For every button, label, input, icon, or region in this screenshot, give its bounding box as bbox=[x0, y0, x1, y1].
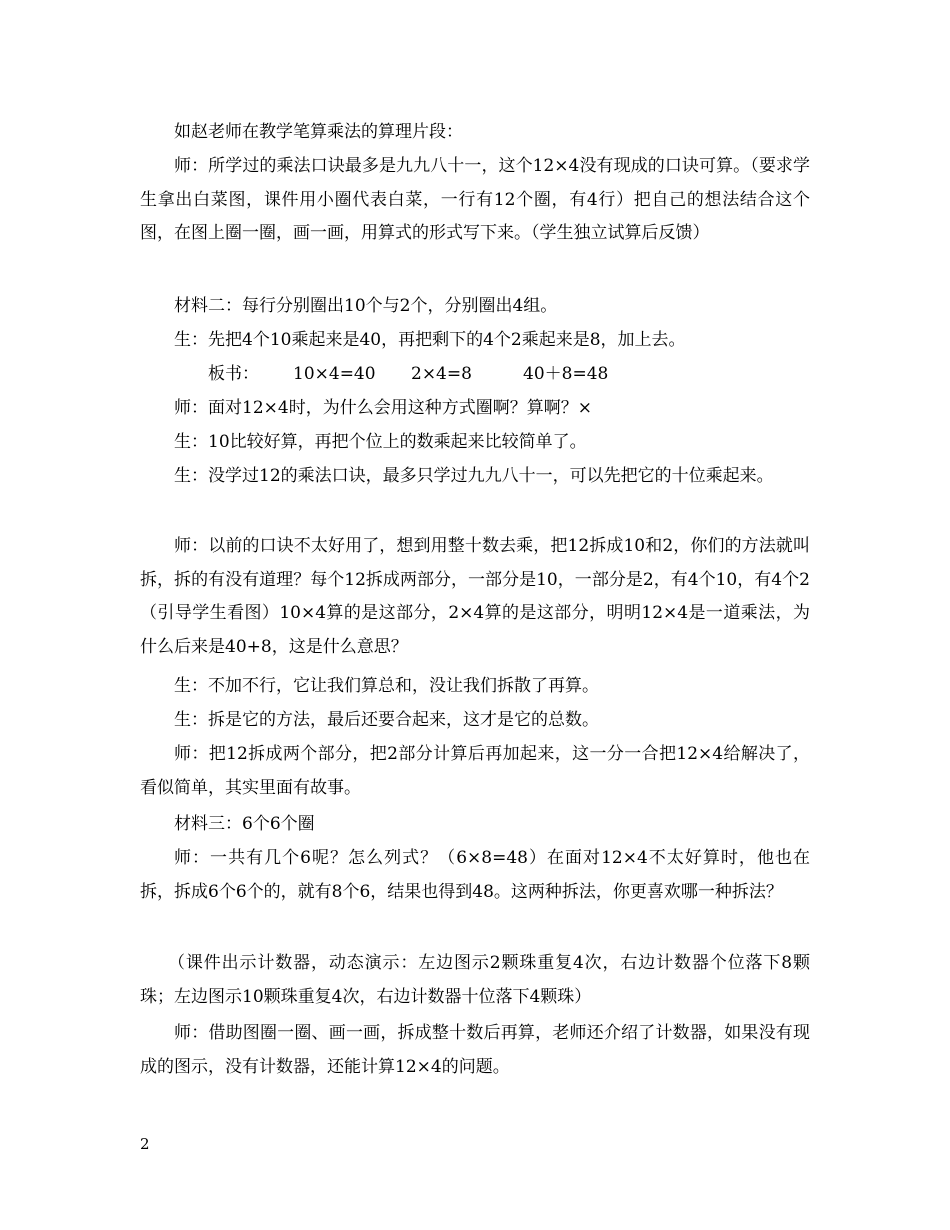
paragraph-material-2: 材料二：每行分别圈出10个与2个，分别圈出4组。 bbox=[174, 296, 558, 316]
board-label: 板书： bbox=[208, 364, 259, 384]
paragraph-material-3: 材料三：6个6个圈 bbox=[174, 814, 315, 834]
paragraph-teacher-1: 师：所学过的乘法口诀最多是九九八十一，这个12×4没有现成的口诀可算。（要求学生拿出白菜图，课件用小圈代表白菜，一行有12个圈，有4行）把自己的想法结合这个图，在图上圈一圈，画一画，用算式的形式写下来。（学生独立试算后反馈） bbox=[140, 156, 810, 243]
paragraph-courseware-note: （课件出示计数器，动态演示：左边图示2颗珠重复4次，右边计数器个位落下8颗珠；左边图示10颗珠重复4次，右边计数器十位落下4颗珠） bbox=[140, 953, 810, 1007]
paragraph-teacher-6: 师：借助图圈一圈、画一画，拆成整十数后再算，老师还介绍了计数器，如果没有现成的图示，没有计数器，还能计算12×4的问题。 bbox=[140, 1023, 810, 1077]
paragraph-teacher-4: 师：把12拆成两个部分，把2部分计算后再加起来，这一分一合把12×4给解决了，看似简单，其实里面有故事。 bbox=[140, 744, 810, 798]
paragraph-intro: 如赵老师在教学笔算乘法的算理片段： bbox=[174, 122, 463, 142]
page-number: 2 bbox=[140, 1135, 150, 1153]
paragraph-student-4: 生：不加不行，它让我们算总和，没让我们拆散了再算。 bbox=[174, 676, 599, 696]
board-equation-2: 2×4=8 bbox=[411, 364, 472, 384]
paragraph-student-1: 生：先把4个10乘起来是40，再把剩下的4个2乘起来是8，加上去。 bbox=[174, 330, 686, 350]
paragraph-teacher-2: 师：面对12×4时，为什么会用这种方式圈啊？算啊？× bbox=[174, 398, 592, 418]
paragraph-student-2: 生：10比较好算，再把个位上的数乘起来比较简单了。 bbox=[174, 432, 587, 452]
paragraph-teacher-5: 师：一共有几个6呢？怎么列式？（6×8=48）在面对12×4不太好算时，他也在拆，拆成6个6个的，就有8个6，结果也得到48。这两种拆法，你更喜欢哪一种拆法？ bbox=[140, 848, 810, 902]
paragraph-student-5: 生：拆是它的方法，最后还要合起来，这才是它的总数。 bbox=[174, 710, 599, 730]
paragraph-teacher-3: 师：以前的口诀不太好用了，想到用整十数去乘，把12拆成10和2，你们的方法就叫拆，拆的有没有道理？每个12拆成两部分，一部分是10，一部分是2，有4个10，有4个2（引导学生看图）10×4算的是这部分，2×4算的是这部分，明明12×4是一道乘法，为什么后来是40+8，这是什么意思？ bbox=[140, 536, 810, 657]
board-equation-1: 10×4=40 bbox=[293, 364, 376, 384]
board-writing bbox=[140, 358, 810, 392]
board-equation-3: 40＋8=48 bbox=[523, 364, 609, 384]
paragraph-student-3: 生：没学过12的乘法口诀，最多只学过九九八十一，可以先把它的十位乘起来。 bbox=[174, 466, 774, 486]
